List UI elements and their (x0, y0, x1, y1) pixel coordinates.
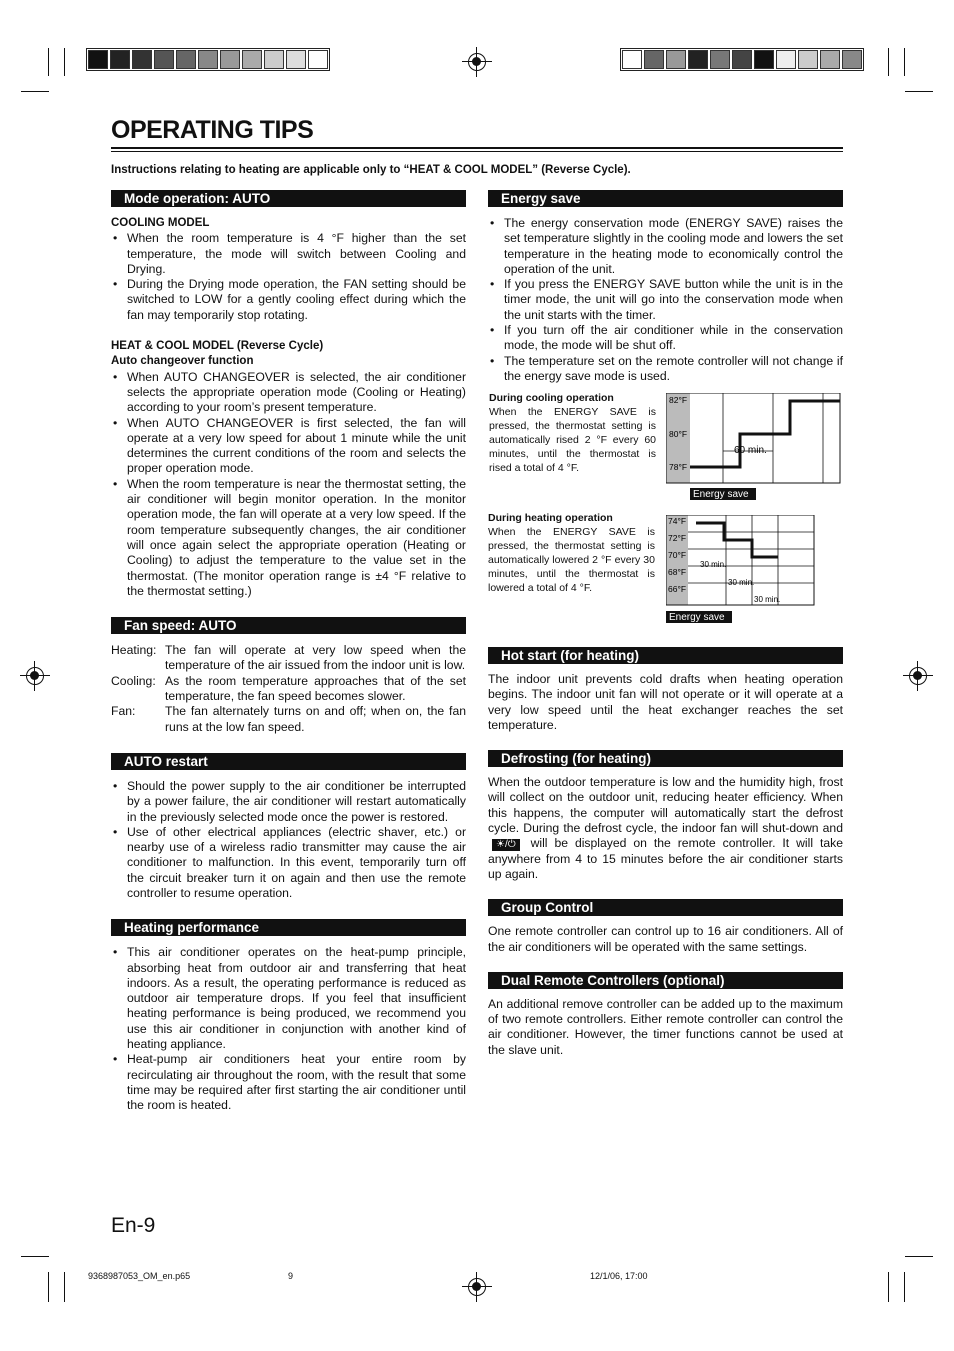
list-item: • When AUTO CHANGEOVER is selected, the air conditioner selects the appropriate operation mode (Cooling or Heating) according to your room’s present temperature. (111, 370, 466, 416)
tick-label: 74°F (668, 516, 687, 526)
restart-bullets (111, 779, 466, 901)
energy-bullets (488, 216, 843, 384)
interval-label: 30 min. (754, 595, 781, 604)
list-item: • Heat-pump air conditioners heat your entire room by recirculating air throughout the room, with the result that some time may be required after first starting the air conditioner until the room is heated. (111, 1052, 466, 1113)
fan-row-desc: As the room temperature approaches that of the set temperature, the fan speed becomes slower. (165, 673, 466, 704)
cooling-model-title: COOLING MODEL (111, 217, 210, 229)
fan-row-term: Cooling: (111, 673, 156, 688)
registration-mark-icon (26, 667, 44, 685)
series-line (696, 523, 778, 557)
tick-label: 70°F (668, 550, 687, 560)
cooling-chart-text: When the ENERGY SAVE is pressed, the thermostat setting is automatically rised 2 °F every 60 minutes, until the thermostat is rised a total of 4 °F. (489, 406, 656, 474)
crop-mark (21, 91, 49, 92)
series-line (690, 401, 840, 467)
dual-remote-text: An additional remove controller can be added up to the maximum of two remote controllers. Either remote controller can control the air conditioner. However, the timer functions cannot be used at the slave unit. (488, 996, 843, 1057)
list-item: • This air conditioner operates on the heat-pump principle, absorbing heat from outdoor air and transferring that heat indoors. As a result, the operating performance is reduced as outdoor air temperature drops. If you feel that insufficient heating performance is being produced, we recommend you use this air conditioner in conjunction with another kind of heating appliance. (111, 945, 466, 1052)
heating-chart-caption (488, 511, 655, 595)
section-heading-auto-restart: AUTO restart (111, 753, 466, 770)
right-column-bottom (488, 647, 843, 1058)
list-item: • The temperature set on the remote controller will not change if the energy save mode is used. (488, 354, 843, 385)
section-heading-defrosting: Defrosting (for heating) (488, 750, 843, 767)
crop-mark (904, 48, 905, 76)
list-item: • If you press the ENERGY SAVE button while the unit is in the timer mode, the unit will go into the conservation mode when the unit starts with the timer. (488, 277, 843, 323)
tick-label: 66°F (668, 584, 687, 594)
fan-row (111, 674, 466, 705)
tick-label: 68°F (668, 567, 687, 577)
intro-note: Instructions relating to heating are applicable only to “HEAT & COOL MODEL” (Reverse Cycle). (111, 164, 631, 176)
defrost-text-b: will be displayed on the remote controller. It will take anywhere from 4 to 15 minutes before the air conditioner starts up again. (488, 836, 843, 881)
fan-row-term: Heating: (111, 643, 157, 658)
heating-chart-text: When the ENERGY SAVE is pressed, the thermostat setting is automatically lowered 2 °F every 30 minutes, until the thermostat is lowered a total of 4 °F. (488, 526, 655, 594)
cooling-chart (666, 393, 844, 503)
fan-speed-list (111, 643, 466, 735)
fan-row (111, 704, 466, 735)
section-heading-group-control: Group Control (488, 899, 843, 916)
crop-mark (48, 48, 49, 76)
defrost-icon: ☀/⏻ (492, 839, 520, 851)
registration-mark-icon (909, 667, 927, 685)
auto-changeover-title: Auto changeover function (111, 355, 254, 368)
left-column (111, 190, 466, 1114)
defrost-text-a: When the outdoor temperature is low and the humidity high, frost will collect on the outdoor unit, reducing heater efficiency. When this happens, the computer will automatically start the defrost cycle. During the defrost cycle, the indoor fan will shut-down and (488, 775, 843, 836)
crop-mark (64, 1272, 65, 1302)
heating-chart (666, 515, 816, 627)
list-item: • The energy conservation mode (ENERGY SAVE) raises the set temperature slightly in the cooling mode and lowers the set temperature in the heating mode to economically control the operation of the unit. (488, 216, 843, 277)
section-heading-energy-save: Energy save (488, 190, 843, 207)
list-item: • When AUTO CHANGEOVER is first selected, the fan will operate at a very low speed for about 1 minute while the unit determines the current conditions of the room and selects the proper operation mode. (111, 416, 466, 477)
registration-mark-icon (468, 1278, 486, 1296)
tick-label: 80°F (669, 429, 688, 439)
tick-label: 72°F (668, 533, 687, 543)
crop-mark (905, 91, 933, 92)
grid-lines (723, 393, 823, 483)
cooling-chart-title: During cooling operation (489, 392, 614, 404)
crop-mark (888, 48, 889, 76)
hot-start-text: The indoor unit prevents cold drafts when heating operation begins. The indoor unit fan will not operate or it will operate at a very low speed until the heat exchanger reaches the set temperature. (488, 672, 843, 732)
interval-label: 30 min. (728, 578, 755, 587)
heating-bullets (111, 945, 466, 1113)
section-heading-dual-remote: Dual Remote Controllers (optional) (488, 972, 843, 989)
crop-mark (904, 1272, 905, 1302)
section-heading-auto-mode: Mode operation: AUTO (111, 190, 466, 207)
interval-label: 30 min. (700, 560, 727, 569)
list-item: • When the room temperature is 4 °F higher than the set temperature, the mode will switch between Cooling and Drying. (111, 231, 466, 277)
fan-row-desc: The fan alternately turns on and off; when on, the fan runs at the low fan speed. (165, 704, 466, 734)
cooling-bullets (111, 231, 466, 323)
title-rule (111, 147, 843, 149)
list-item: • Should the power supply to the air conditioner be interrupted by a power failure, the air conditioner will restart automatically in the previously selected mode once the power is restored. (111, 779, 466, 825)
crop-mark (21, 1256, 49, 1257)
group-control-text: One remote controller can control up to 16 air conditioners. All of the air conditioners will be operated with the same settings. (488, 924, 843, 954)
heat-cool-bullets (111, 370, 466, 599)
crop-mark (905, 1256, 933, 1257)
chart-frame (666, 515, 814, 605)
right-column-top (488, 190, 843, 384)
heat-cool-title: HEAT & COOL MODEL (Reverse Cycle) (111, 340, 324, 353)
tick-label: 82°F (669, 395, 688, 405)
registration-mark-icon (468, 53, 486, 71)
fan-row-desc: The fan will operate at very low speed when the temperature of the air issued from the indoor unit is low. (165, 643, 466, 673)
energy-save-label: Energy save (669, 612, 725, 623)
heating-chart-title: During heating operation (488, 512, 613, 524)
list-item: • When the room temperature is near the thermostat setting, the air conditioner will begin monitor operation. In the monitor operation mode, the fan will operate at a very low speed. If the room temperature subsequently changes, the air conditioner will once again select the appropriate operation (Heating or Cooling) to adjust the temperature to the value set in the thermostat. (The monitor operation range is ±4 °F relative to the thermostat setting.) (111, 477, 466, 599)
page-number: En-9 (111, 1214, 156, 1237)
fan-row-term: Fan: (111, 704, 136, 719)
duration-label: 60 min. (734, 445, 767, 456)
crop-mark (888, 1272, 889, 1302)
color-strip-right (620, 48, 864, 71)
defrost-text (488, 775, 843, 882)
list-item: • Use of other electrical appliances (electric shaver, etc.) or nearby use of a wireless radio transmitter may cause the air conditioner to malfunction. In this event, temporarily turn off the circuit breaker turn it on again and then use the remote controller to resume operation. (111, 825, 466, 901)
chart-frame (666, 393, 840, 483)
crop-mark (48, 1272, 49, 1302)
section-heading-heating-performance: Heating performance (111, 919, 466, 936)
color-strip-left (86, 48, 330, 71)
crop-mark (64, 48, 65, 76)
page-title: OPERATING TIPS (111, 116, 314, 144)
energy-save-label: Energy save (693, 489, 749, 500)
footer-file: 9368987053_OM_en.p65 (88, 1271, 191, 1281)
footer-date: 12/1/06, 17:00 (590, 1271, 648, 1281)
footer-num: 9 (288, 1271, 294, 1281)
list-item: • If you turn off the air conditioner while in the conservation mode, the mode will be shut off. (488, 323, 843, 354)
section-heading-hot-start: Hot start (for heating) (488, 647, 843, 664)
tick-label: 78°F (669, 462, 688, 472)
list-item: • During the Drying mode operation, the FAN setting should be switched to LOW for a gently cooling effect during which the fan may temporarily stop rotating. (111, 277, 466, 323)
cooling-chart-caption (489, 391, 656, 475)
section-heading-fan-speed: Fan speed: AUTO (111, 617, 466, 634)
title-rule-thin (111, 151, 843, 152)
fan-row (111, 643, 466, 674)
